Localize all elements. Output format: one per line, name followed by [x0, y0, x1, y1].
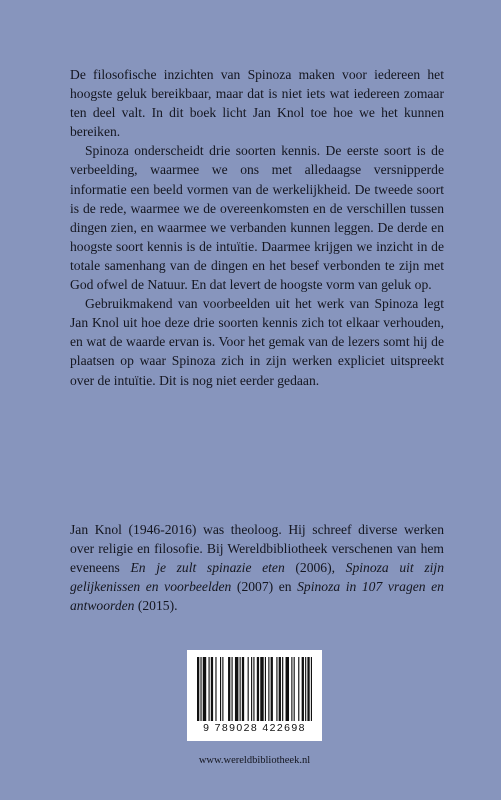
barcode-bar — [232, 657, 233, 721]
barcode-bar — [260, 657, 263, 721]
blurb-paragraph-3: Gebruikmakend van voorbeelden uit het werk van Spinoza legt Jan Knol uit hoe deze drie soorten kennis zich tot elkaar verhouden, en wat de waarde ervan is. Voor het gemak van de lezers somt hij de plaatsen op waar Spinoza zich in zijn werken expliciet uitspreekt over de intuïtie. Dit is nog niet eerder gedaan. — [70, 296, 444, 388]
barcode-bars — [195, 657, 314, 721]
barcode-bar — [305, 657, 306, 721]
isbn-barcode — [187, 650, 322, 741]
blurb-paragraph-2: Spinoza onderscheidt drie soorten kennis. De eerste soort is de verbeelding, waarmee we ons met alledaagse versnipperde informatie een beeld vormen van de werkelijkheid. De tweede soort is de rede, waarmee we de overeenkomsten en de verschillen tussen dingen zien, en waarmee we verbanden kunnen leggen. De derde en hoogste soort kennis is de intuïtie. Daarmee krijgen we inzicht in de totale samenhang van de dingen en het besef verbonden te zijn met God ofwel de Natuur. En dat levert de hoogste vorm van geluk op. — [70, 143, 444, 293]
barcode-bar — [311, 657, 312, 721]
barcode-bar — [282, 657, 283, 721]
barcode-bar — [220, 657, 221, 721]
barcode-bar — [302, 657, 304, 721]
author-bio-paragraph — [70, 520, 444, 615]
barcode-bar — [291, 657, 292, 721]
barcode-bar — [251, 657, 252, 721]
barcode-bar — [197, 657, 199, 721]
bio-text-4: (2015). — [134, 598, 178, 614]
bio-book-title-1: En je zult spinazie eten — [130, 560, 285, 576]
barcode-bar — [271, 657, 273, 721]
back-cover-blurb — [70, 65, 444, 390]
barcode-bar — [222, 657, 223, 721]
barcode-bar — [307, 657, 309, 721]
barcode-bar — [240, 657, 241, 721]
barcode-bar — [298, 657, 299, 721]
bio-text-2: (2006), — [284, 560, 346, 576]
barcode-bar — [203, 657, 206, 721]
bio-text-1: Jan Knol (1946-2016) was theoloog. Hij schreef diverse werken over religie en filosofie. Bij Wereldbibliotheek verschenen van hem eveneens — [70, 522, 444, 576]
publisher-website: www.wereldbibliotheek.nl — [198, 755, 311, 766]
barcode-bar — [253, 657, 254, 721]
bio-text-3: (2007) en — [231, 579, 298, 595]
barcode-bar — [248, 657, 249, 721]
blurb-paragraph-1: De filosofische inzichten van Spinoza maken voor iedereen het hoogste geluk bereikbaar, maar dat is niet iets wat iedereen zomaar ten deel valt. In dit boek licht Jan Knol toe hoe we het kunnen bereiken. — [70, 67, 444, 140]
bio-book-title-2: Spinoza uit zijn gelijkenissen en voorbeelden — [70, 560, 444, 595]
barcode-bar — [228, 657, 230, 721]
barcode-bar — [257, 657, 259, 721]
barcode-bar — [215, 657, 216, 721]
barcode-bar — [209, 657, 210, 721]
barcode-bar — [268, 657, 269, 721]
barcode-bar — [235, 657, 238, 721]
barcode-bar — [276, 657, 277, 721]
barcode-bar — [211, 657, 213, 721]
barcode-bar — [242, 657, 244, 721]
bio-book-title-3: Spinoza in 107 vragen en antwoorden — [70, 579, 444, 614]
barcode-bar — [286, 657, 289, 721]
barcode-bar — [200, 657, 201, 721]
barcode-bar — [294, 657, 295, 721]
author-bio — [70, 520, 444, 615]
isbn-digits: 9 789028 422698 — [203, 722, 306, 734]
barcode-bar — [279, 657, 281, 721]
barcode-bar — [265, 657, 266, 721]
